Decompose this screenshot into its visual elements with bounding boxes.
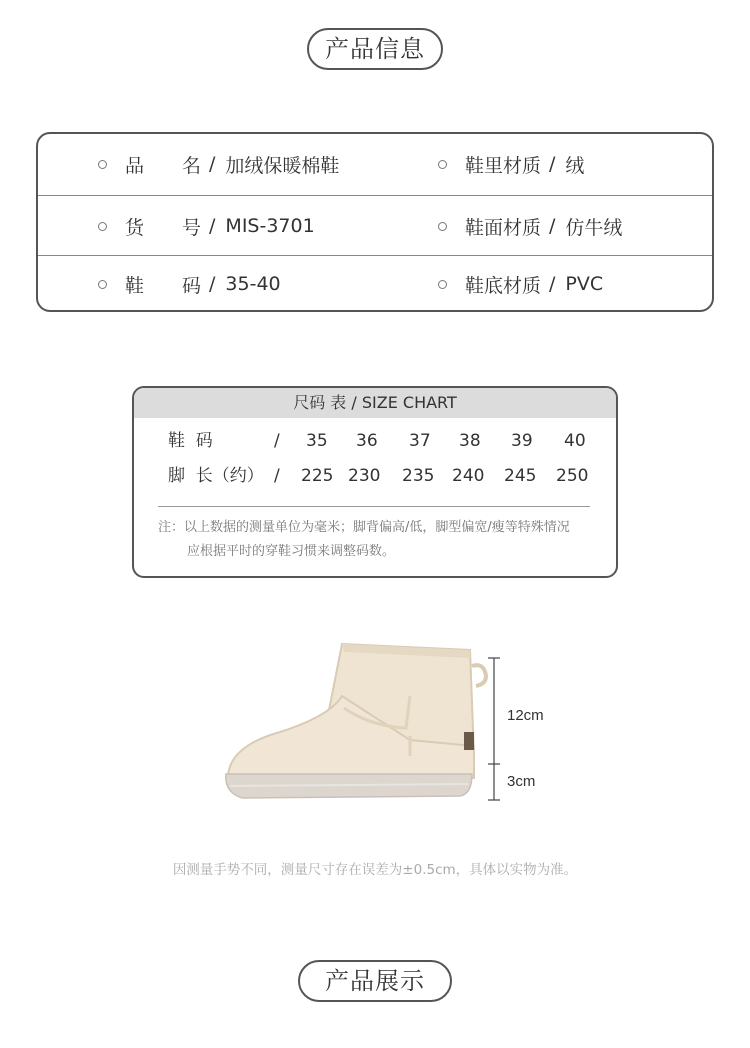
section-title-product-info bbox=[307, 28, 443, 70]
info-row bbox=[38, 254, 712, 312]
info-label: 鞋面材质 bbox=[465, 216, 542, 239]
info-cell-left bbox=[98, 254, 281, 312]
info-label: 鞋里材质 bbox=[465, 154, 542, 177]
size-note-line: 应根据平时的穿鞋习惯来调整码数。 bbox=[187, 544, 396, 559]
bullet-icon bbox=[98, 160, 107, 169]
bullet-icon bbox=[438, 222, 447, 231]
measure-upper-label: 12cm bbox=[507, 707, 544, 724]
info-value: 35-40 bbox=[225, 273, 281, 295]
bullet-icon bbox=[98, 222, 107, 231]
section-title-text: 产品信息 bbox=[325, 35, 425, 63]
section-title-product-display bbox=[298, 960, 452, 1002]
info-cell-right bbox=[438, 134, 584, 194]
info-value: MIS-3701 bbox=[225, 215, 315, 237]
size-value: 37 bbox=[409, 431, 431, 451]
shoe-measurement-figure bbox=[220, 636, 560, 816]
info-separator: / bbox=[549, 215, 556, 237]
info-value: 绒 bbox=[565, 154, 585, 177]
info-label: 货 号 bbox=[125, 216, 202, 239]
measure-sole-label: 3cm bbox=[507, 773, 536, 790]
size-value: 36 bbox=[356, 431, 378, 451]
info-value: PVC bbox=[565, 273, 604, 295]
info-cell-left bbox=[98, 196, 315, 256]
length-value: 240 bbox=[452, 466, 485, 486]
divider bbox=[158, 506, 590, 507]
measurement-disclaimer: 因测量手势不同，测量尺寸存在误差为±0.5cm，具体以实物为准。 bbox=[172, 862, 578, 878]
info-cell-right bbox=[438, 196, 622, 256]
length-value: 230 bbox=[348, 466, 381, 486]
shoe-image bbox=[220, 636, 560, 816]
info-separator: / bbox=[549, 273, 556, 295]
length-value: 235 bbox=[402, 466, 435, 486]
info-cell-right bbox=[438, 254, 603, 312]
heel-loop bbox=[472, 665, 486, 686]
size-value: 40 bbox=[564, 431, 586, 451]
size-row-label: 鞋 码 bbox=[168, 431, 213, 451]
info-row bbox=[38, 196, 712, 256]
info-value: 加绒保暖棉鞋 bbox=[225, 154, 340, 177]
product-info-table bbox=[36, 132, 714, 312]
length-value: 250 bbox=[556, 466, 589, 486]
bullet-icon bbox=[438, 160, 447, 169]
info-label: 鞋 码 bbox=[125, 274, 202, 297]
info-row bbox=[38, 134, 712, 194]
bullet-icon bbox=[98, 280, 107, 289]
size-chart-title: 尺码 表 / SIZE CHART bbox=[134, 388, 616, 418]
size-value: 38 bbox=[459, 431, 481, 451]
length-value: 225 bbox=[301, 466, 334, 486]
heel-tag bbox=[464, 732, 474, 750]
info-separator: / bbox=[549, 153, 556, 175]
info-separator: / bbox=[209, 273, 216, 295]
size-row-slash: / bbox=[274, 466, 280, 486]
bullet-icon bbox=[438, 280, 447, 289]
info-label: 鞋底材质 bbox=[465, 274, 542, 297]
info-value: 仿牛绒 bbox=[565, 216, 623, 239]
info-separator: / bbox=[209, 215, 216, 237]
size-value: 35 bbox=[306, 431, 328, 451]
size-note-line: 注：以上数据的测量单位为毫米；脚背偏高/低，脚型偏宽/瘦等特殊情况 bbox=[158, 520, 570, 535]
info-separator: / bbox=[209, 153, 216, 175]
info-cell-left bbox=[98, 134, 339, 194]
size-row-label: 脚 长（约） bbox=[168, 466, 264, 486]
section-title-text: 产品展示 bbox=[325, 967, 425, 995]
length-value: 245 bbox=[504, 466, 537, 486]
info-label: 品 名 bbox=[125, 154, 202, 177]
size-note bbox=[158, 516, 598, 564]
size-row-slash: / bbox=[274, 431, 280, 451]
size-chart bbox=[132, 386, 618, 578]
size-value: 39 bbox=[511, 431, 533, 451]
size-row-foot-length bbox=[134, 461, 616, 491]
size-row-shoe-size bbox=[134, 426, 616, 456]
